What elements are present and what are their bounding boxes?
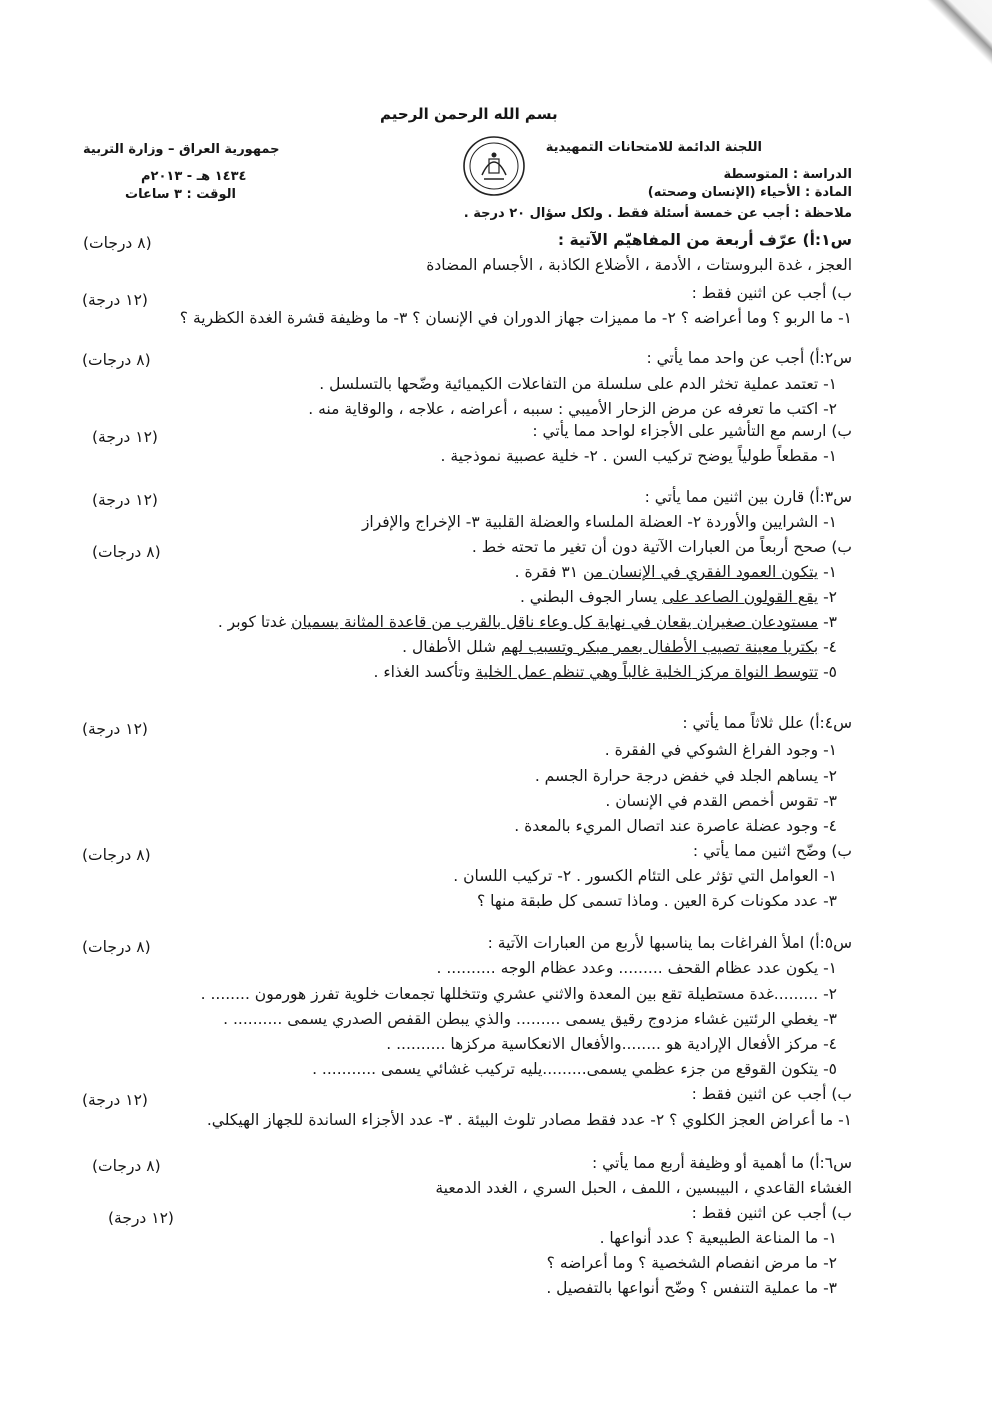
q3-b-statement-5-rest: وتأكسد الغذاء .: [373, 663, 476, 681]
q5-a-item-3: ٣- يغطي الرئتين غشاء مزدوج رقيق يسمى ......... والذي يبطن القفص الصدري يسمى .......... .: [223, 1010, 837, 1028]
q5-a-grade: (٨ درجات): [82, 938, 151, 956]
q4-a-item-4: ٤- وجود عضلة عاصرة عند اتصال المريء بالمعدة .: [514, 817, 837, 835]
q3-b-statement-3-underlined: مستودعان صغيران يقعان في نهاية كل وعاء ناقل بالقرب من قاعدة المثانة يسميان: [291, 613, 819, 631]
study-level: الدراسة : المتوسطة: [723, 167, 852, 182]
q5-a-item-5: ٥- يتكون القوقع من جزء عظمي يسمى.........يليه تركيب غشائي يسمى ........... .: [312, 1060, 837, 1078]
q3-b-statement-1-rest: ٣١ فقرة .: [514, 563, 583, 581]
page-fold-corner: [832, 0, 992, 160]
q1-a-items: العجز ، غدة البروستات ، الأدمة ، الأضلاع الكاذبة ، الأجسام المضادة: [426, 256, 852, 274]
q5-a-item-1: ١- يكون عدد عظام القحف ......... وعدد عظام الوجه .......... .: [436, 959, 837, 977]
q2-a-item-2: ٢- اكتب ما تعرفه عن مرض الزحار الأميبي : سببه ، أعراضه ، علاجه ، والوقاية منه .: [308, 400, 837, 418]
q4-a-item-3: ٣- تقوس أخمص القدم في الإنسان .: [605, 792, 837, 810]
q2-b-items: ١- مقطعاً طولياً يوضح تركيب السن . ٢- خلية عصبية نموذجية .: [440, 447, 837, 465]
exam-note: ملاحظة : أجب عن خمسة أسئلة فقط . ولكل سؤال ٢٠ درجة .: [463, 206, 852, 221]
q2-a-item-1: ١- تعتمد عملية تخثر الدم على سلسلة من التفاعلات الكيميائية وضّحها بالتسلسل .: [319, 375, 837, 393]
q5-b-heading: ب) أجب عن اثنين فقط :: [691, 1085, 852, 1103]
q3-b-statement-1-underlined: يتكون العمود الفقري في الإنسان من: [582, 563, 819, 581]
q3-b-statement-4: ٤- بكتريا معينة تصيب الأطفال بعمر مبكر وتسبب لهم شلل الأطفال .: [402, 638, 837, 656]
q3-a-items: ١- الشرايين والأوردة ٢- العضلة الملساء والعضلة القلبية ٣- الإخراج والإفراز: [361, 513, 837, 531]
q5-b-grade: (١٢ درجة): [82, 1091, 148, 1109]
q1-b-grade: (١٢ درجة): [82, 291, 148, 309]
q5-a-heading: س٥:أ) املأ الفراغات بما يناسبها لأربع من العبارات الآتية :: [487, 934, 852, 952]
q3-b-statement-2-underlined: يقع القولون الصاعد على: [662, 588, 819, 606]
q4-b-item-2: ٣- عدد مكونات كرة العين . وماذا تسمى كل طبقة منها ؟: [477, 892, 837, 910]
q5-b-items: ١- ما أعراض العجز الكلوي ؟ ٢- عدد فقط مصادر تلوث البيئة . ٣- عدد الأجزاء الساندة للجهاز الهيكلي.: [206, 1111, 852, 1129]
q4-b-heading: ب) وضّح اثنين مما يأتي :: [692, 842, 852, 860]
q4-a-item-1: ١- وجود الفراغ الشوكي في الفقرة .: [604, 741, 837, 759]
q4-b-grade: (٨ درجات): [82, 846, 151, 864]
q6-b-item-3: ٣- ما عملية التنفس ؟ وضّح أنواعها بالتفصيل .: [546, 1279, 837, 1297]
q3-b-statement-5: ٥- تتوسط النواة مركز الخلية غالباً وهي تنظم عمل الخلية وتأكسد الغذاء .: [373, 663, 837, 681]
q6-a-heading: س٦:أ) ما أهمية أو وظيفة أربع مما يأتي :: [592, 1154, 852, 1172]
q3-b-statement-2: ٢- يقع القولون الصاعد على يسار الجوف البطني .: [519, 588, 837, 606]
q6-b-item-2: ٢- ما مرض انفصام الشخصية ؟ وما أعراضه ؟: [546, 1254, 837, 1272]
q6-a-items: الغشاء القاعدي ، البيبسين ، اللمف ، الحبل السري ، الغدد الدمعية: [435, 1179, 852, 1197]
q3-b-statement-4-rest: شلل الأطفال .: [402, 638, 501, 656]
ministry-emblem-icon: [462, 135, 526, 197]
q3-b-statement-4-underlined: بكتريا معينة تصيب الأطفال بعمر مبكر وتسبب لهم: [501, 638, 819, 656]
republic-ministry: جمهورية العراق – وزارة التربية: [83, 142, 280, 157]
subject-name: المادة : الأحياء (الإنسان وصحته): [647, 185, 852, 200]
q1-b-heading: ب) أجب عن اثنين فقط :: [691, 284, 852, 302]
q4-a-item-2: ٢- يساهم الجلد في خفض درجة حرارة الجسم .: [534, 767, 837, 785]
q3-a-heading: س٣:أ) قارن بين اثنين مما يأتي :: [644, 488, 852, 506]
q3-b-statement-3-rest: غدتا كوبر .: [217, 613, 292, 631]
q4-b-item-1: ١- العوامل التي تؤثر على التئام الكسور . ٢- تركيب اللسان .: [453, 867, 837, 885]
exam-duration: الوقت : ٣ ساعات: [125, 187, 236, 202]
q4-a-heading: س٤:أ) علل ثلاثاً مما يأتي :: [682, 714, 852, 732]
q3-b-heading: ب) صحح أربعاً من العبارات الآتية دون أن تغير ما تحته خط .: [471, 538, 852, 556]
q6-b-grade: (١٢ درجة): [108, 1209, 174, 1227]
q3-b-statement-3: ٣- مستودعان صغيران يقعان في نهاية كل وعاء ناقل بالقرب من قاعدة المثانة يسميان غدتا كوبر .: [217, 613, 837, 631]
q1-a-grade: (٨ درجات): [83, 234, 152, 252]
q3-b-statement-5-underlined: تتوسط النواة مركز الخلية غالباً وهي تنظم عمل الخلية: [475, 663, 819, 681]
q3-b-grade: (٨ درجات): [92, 543, 161, 561]
q5-a-item-4: ٤- مركز الأفعال الإرادية هو ........والأفعال الانعكاسية مركزها .......... .: [386, 1035, 837, 1053]
committee-name: اللجنة الدائمة للامتحانات التمهيدية: [545, 140, 762, 155]
q1-b-items: ١- ما الربو ؟ وما أعراضه ؟ ٢- ما مميزات جهاز الدوران في الإنسان ؟ ٣- ما وظيفة قشرة الغدة الكظرية ؟: [179, 309, 852, 327]
basmala: بسم الله الرحمن الرحيم: [380, 105, 558, 123]
q2-b-heading: ب) ارسم مع التأشير على الأجزاء لواحد مما يأتي :: [532, 422, 852, 440]
q6-b-heading: ب) أجب عن اثنين فقط :: [691, 1204, 852, 1222]
q4-a-grade: (١٢ درجة): [82, 720, 148, 738]
q3-a-grade: (١٢ درجة): [92, 491, 158, 509]
q6-a-grade: (٨ درجات): [92, 1157, 161, 1175]
q3-b-statement-1: ١- يتكون العمود الفقري في الإنسان من ٣١ فقرة .: [514, 563, 837, 581]
q2-b-grade: (١٢ درجة): [92, 428, 158, 446]
q5-a-item-2: ٢- .........غدة مستطيلة تقع بين المعدة والاثني عشري وتتخللها تجمعات خلوية تفرز هورمون ........ .: [200, 985, 837, 1003]
q2-a-heading: س٢:أ) أجب عن واحد مما يأتي :: [646, 349, 852, 367]
q2-a-grade: (٨ درجات): [82, 351, 151, 369]
q6-b-item-1: ١- ما المناعة الطبيعية ؟ عدد أنواعها .: [599, 1229, 837, 1247]
q3-b-statement-2-rest: يسار الجوف البطني .: [519, 588, 663, 606]
q1-a-heading: س١:أ) عرّف أربعة من المفاهيّم الآتية :: [557, 231, 852, 249]
exam-year: ١٤٣٤ هـ - ٢٠١٣م: [141, 169, 247, 184]
